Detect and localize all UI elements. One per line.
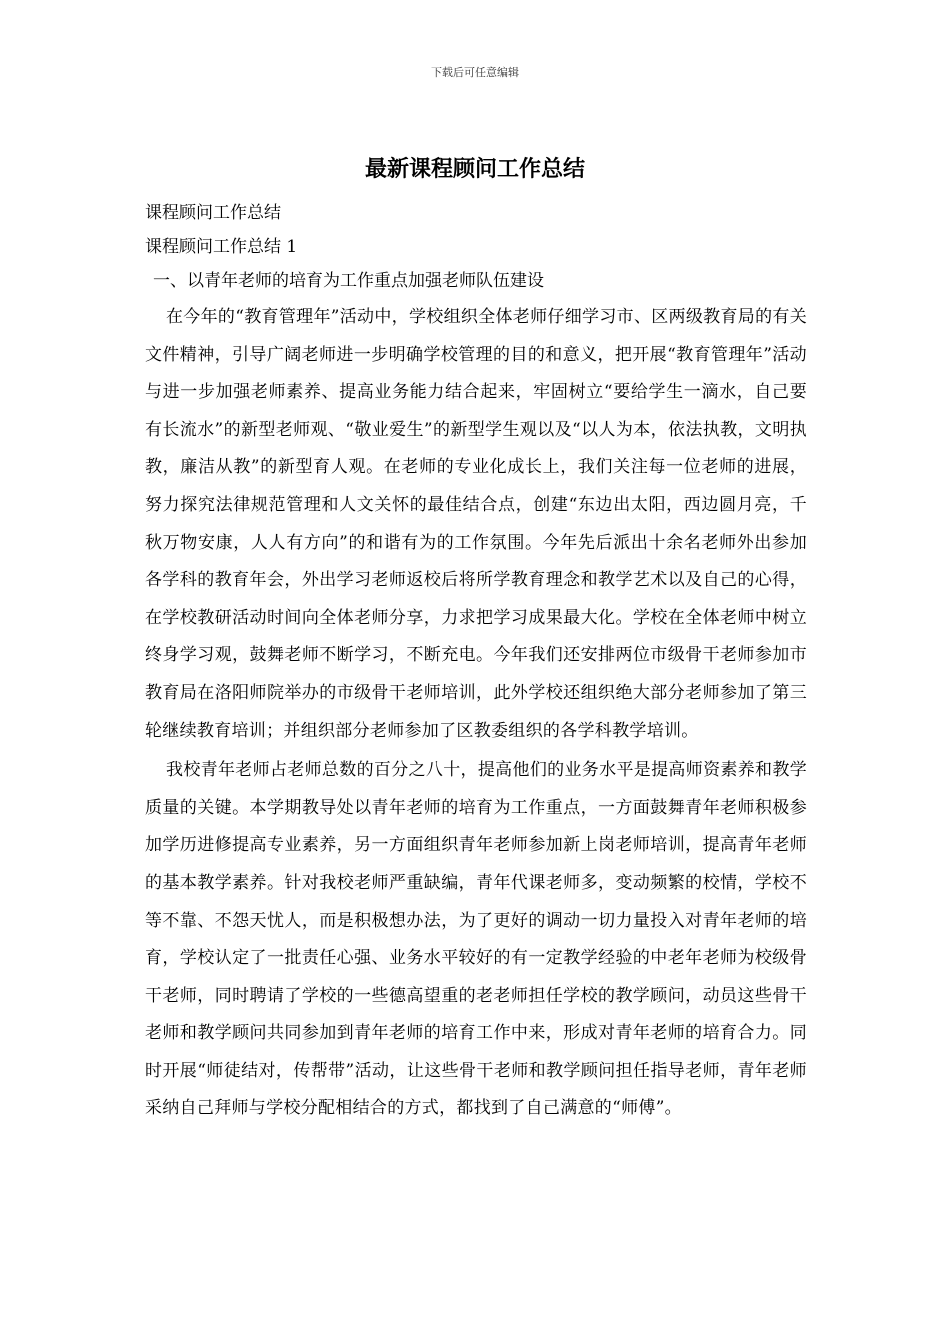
document-body (145, 196, 807, 1128)
section-title: 课程顾问工作总结 1 (145, 237, 298, 257)
document-subtitle: 课程顾问工作总结 (145, 203, 281, 223)
header-note: 下载后可任意编辑 (431, 66, 519, 79)
body-paragraph: 我校青年老师占老师总数的百分之八十，提高他们的业务水平是提高师资素养和教学质量的关键。本学期教导处以青年老师的培育为工作重点，一方面鼓舞青年老师积极参加学历进修提高专业素养，另一方面组织青年老师参加新上岗老师培训，提高青年老师的基本教学素养。针对我校老师严重缺编，青年代课老师多，变动频繁的校情，学校不等不靠、不怨天忧人，而是积极想办法，为了更好的调动一切力量投入对青年老师的培育，学校认定了一批责任心强、业务水平较好的有一定教学经验的中老年老师为校级骨干老师，同时聘请了学校的一些德高望重的老老师担任学校的教学顾问，动员这些骨干老师和教学顾问共同参加到青年老师的培育工作中来，形成对青年老师的培育合力。同时开展“师徒结对，传帮带”活动，让这些骨干老师和教学顾问担任指导老师，青年老师采纳自己拜师与学校分配相结合的方式，都找到了自己满意的“师傅”。 (145, 760, 807, 1119)
document-title: 最新课程顾问工作总结 (364, 156, 585, 182)
section-heading: 一、以青年老师的培育为工作重点加强老师队伍建设 (153, 271, 544, 291)
body-paragraph: 在今年的“教育管理年”活动中，学校组织全体老师仔细学习市、区两级教育局的有关文件精神，引导广阔老师进一步明确学校管理的目的和意义，把开展“教育管理年”活动与进一步加强老师素养、提高业务能力结合起来，牢固树立“要给学生一滴水，自己要有长流水”的新型老师观、“敬业爱生”的新型学生观以及“以人为本，依法执教，文明执教，廉洁从教”的新型育人观。在老师的专业化成长上，我们关注每一位老师的进展，努力探究法律规范管理和人文关怀的最佳结合点，创建“东边出太阳，西边圆月亮，千秋万物安康，人人有方向”的和谐有为的工作氛围。今年先后派出十余名老师外出参加各学科的教育年会，外出学习老师返校后将所学教育理念和教学艺术以及自己的心得，在学校教研活动时间向全体老师分享，力求把学习成果最大化。学校在全体老师中树立终身学习观，鼓舞老师不断学习，不断充电。今年我们还安排两位市级骨干老师参加市教育局在洛阳师院举办的市级骨干老师培训，此外学校还组织绝大部分老师参加了第三轮继续教育培训；并组织部分老师参加了区教委组织的各学科教学培训。 (145, 307, 807, 741)
